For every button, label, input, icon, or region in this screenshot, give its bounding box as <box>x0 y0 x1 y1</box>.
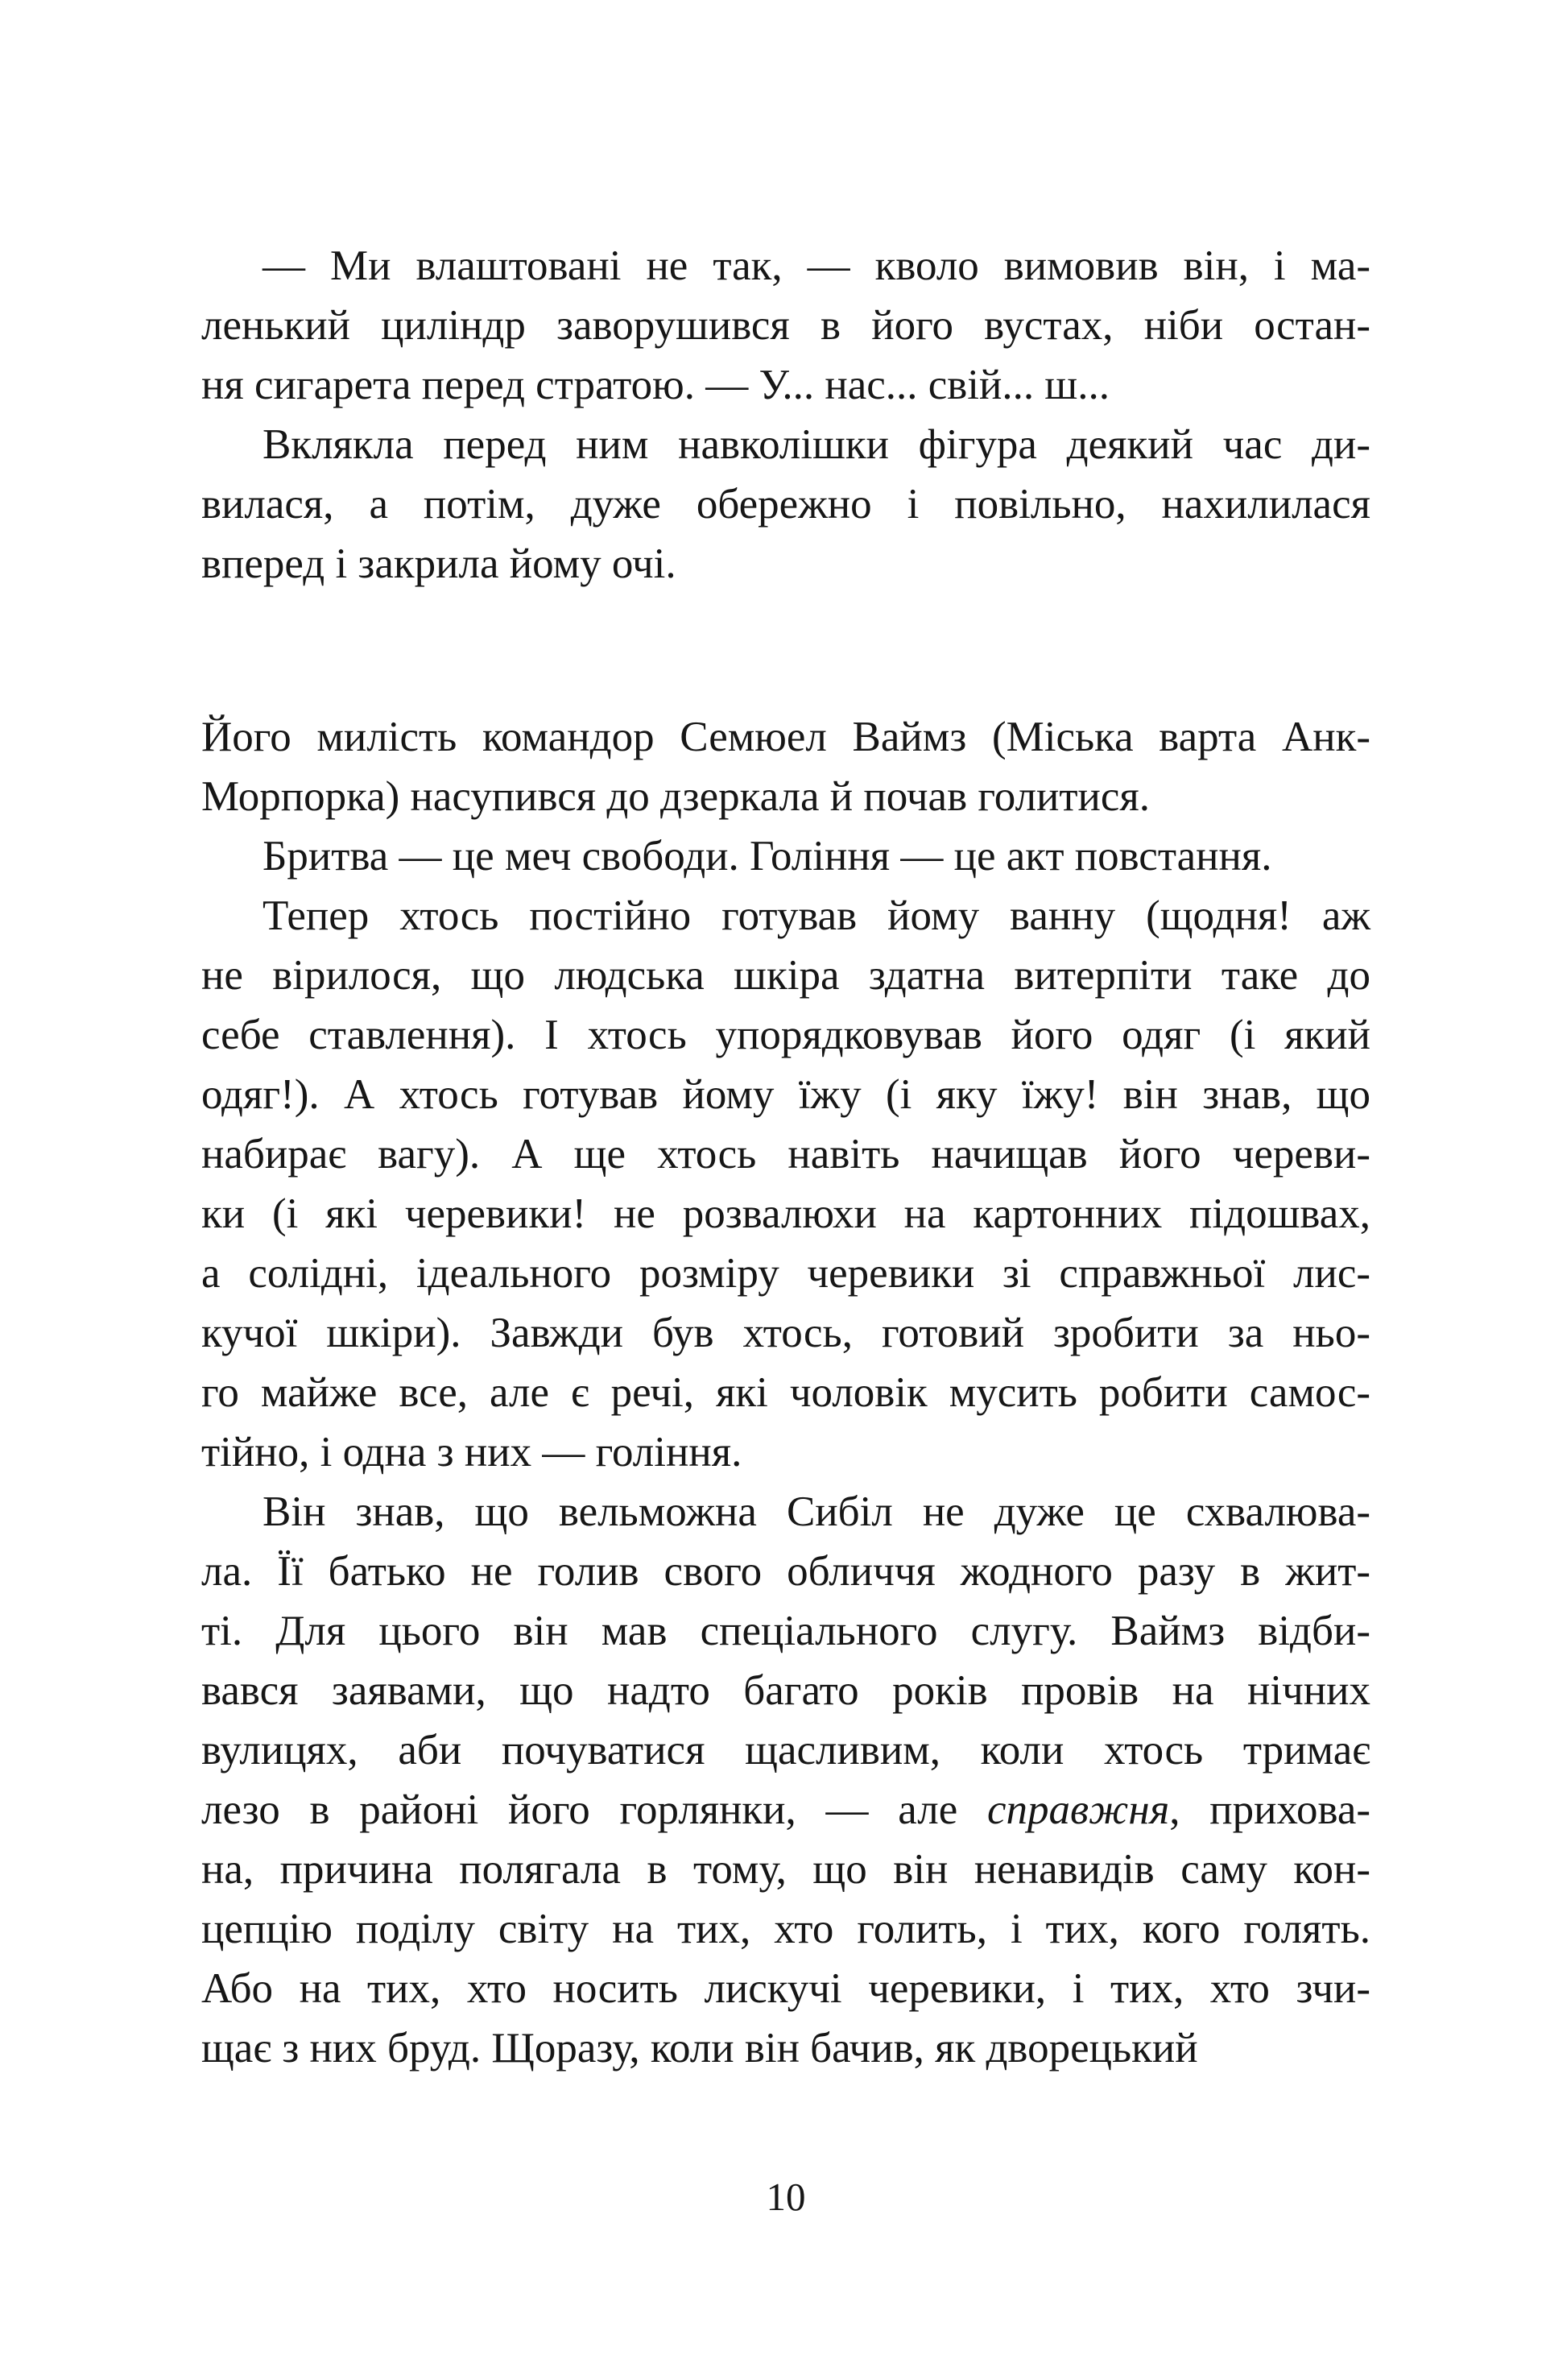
page-number: 10 <box>766 2175 806 2219</box>
text-line: го майже все, але є речі, які чоловік мусить робити самос- <box>201 1369 1370 1416</box>
text-line: набирає вагу). А ще хтось навіть начищав його череви- <box>201 1131 1370 1178</box>
text-line: Його милість командор Семюел Ваймз (Міська варта Анк- <box>201 714 1370 760</box>
text-line: — Ми влаштовані не так, — кволо вимовив він, і ма- <box>262 242 1370 289</box>
text-line: тійно, і одна з них — гоління. <box>201 1429 742 1476</box>
text-line: Вклякла перед ним навколішки фігура деякий час ди- <box>262 421 1370 468</box>
text-line: Морпорка) насупився до дзеркала й почав голитися. <box>201 773 1151 820</box>
text-line: себе ставлення). І хтось упорядковував його одяг (і який <box>201 1012 1370 1058</box>
italic-emphasis: справжня <box>987 1786 1170 1833</box>
paragraph <box>201 415 1370 594</box>
paragraph <box>201 826 1370 886</box>
text-line: Він знав, що вельможна Сибіл не дуже це схвалюва- <box>262 1488 1370 1535</box>
text-line: кучої шкіри). Завжди був хтось, готовий зробити за ньо- <box>201 1310 1370 1356</box>
text-line: цепцію поділу світу на тих, хто голить, і тих, кого голять. <box>201 1906 1370 1952</box>
text-line: Тепер хтось постійно готував йому ванну (щодня! аж <box>262 892 1370 939</box>
text-line: вилася, а потім, дуже обережно і повільно, нахилилася <box>201 481 1370 528</box>
text-line: Або на тих, хто носить лискучі черевики, і тих, хто зчи- <box>201 1965 1370 2012</box>
paragraph <box>201 236 1370 415</box>
text-line: вався заявами, що надто багато років провів на нічних <box>201 1667 1370 1714</box>
paragraph <box>201 707 1370 826</box>
text-line: ті. Для цього він мав спеціального слугу. Ваймз відби- <box>201 1608 1370 1654</box>
text-line: ки (і які черевики! не розвалюхи на картонних підошвах, <box>201 1190 1370 1237</box>
text-line: ла. Її батько не голив свого обличчя жодного разу в жит- <box>201 1548 1370 1595</box>
section <box>201 236 1370 594</box>
text-block <box>201 236 1370 2078</box>
text-line: ленький циліндр заворушився в його вустах, ніби остан- <box>201 302 1370 349</box>
text-line: лезо в районі його горлянки, — але справжня, прихова- <box>201 1786 1370 1833</box>
paragraph <box>201 886 1370 1482</box>
text-line: а солідні, ідеального розміру черевики зі справжньої лис- <box>201 1250 1370 1297</box>
text-line: одяг!). А хтось готував йому їжу (і яку їжу! він знав, що <box>201 1071 1370 1118</box>
text-line: ня сигарета перед стратою. — У... нас... свій... ш... <box>201 362 1110 408</box>
section <box>201 707 1370 2078</box>
text-line: вулицях, аби почуватися щасливим, коли хтось тримає <box>201 1727 1370 1774</box>
text-line: Бритва — це меч свободи. Гоління — це акт повстання. <box>262 833 1272 880</box>
text-line: щає з них бруд. Щоразу, коли він бачив, як дворецький <box>201 2025 1198 2072</box>
text-line: вперед і закрила йому очі. <box>201 540 676 587</box>
text-line: на, причина полягала в тому, що він ненавидів саму кон- <box>201 1846 1370 1893</box>
text-line: не вірилося, що людська шкіра здатна витерпіти таке до <box>201 952 1370 999</box>
paragraph <box>201 1482 1370 2078</box>
